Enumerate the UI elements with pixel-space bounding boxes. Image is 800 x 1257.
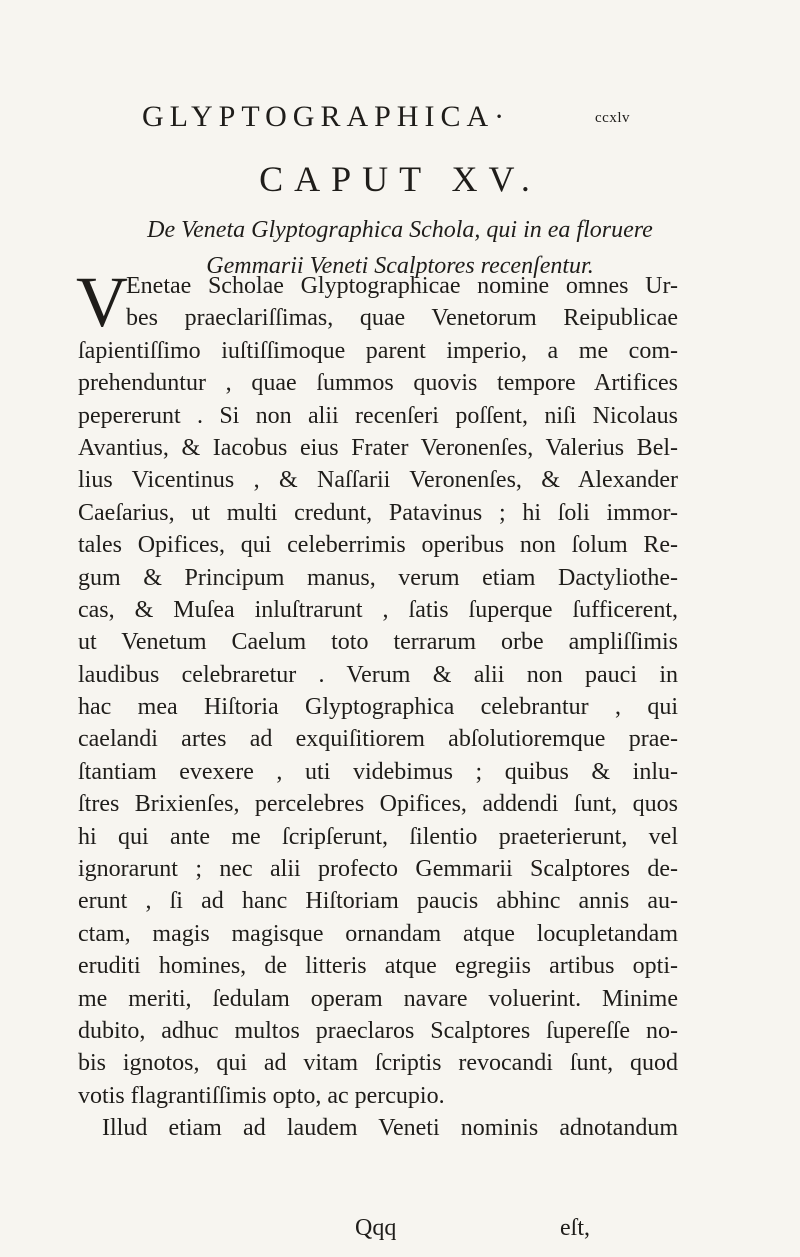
subtitle-line-1: De Veneta Glyptographica Schola, qui in ea floruere (147, 217, 653, 243)
text-line: bis ignotos, qui ad vitam ſcriptis revocandi ſunt, quod (78, 1050, 678, 1077)
catchword: eſt, (560, 1215, 590, 1241)
text-line: lius Vicentinus , & Naſſarii Veronenſes, & Alexander (78, 467, 678, 494)
text-line: ſapientiſſimo iuſtiſſimoque parent imperio, a me com- (78, 337, 678, 364)
text-line: laudibus celebraretur . Verum & alii non pauci in (78, 661, 678, 688)
text-line: ſtres Brixienſes, percelebres Opifices, addendi ſunt, quos (78, 791, 678, 818)
text-line: votis flagrantiſſimis opto, ac percupio. (78, 1082, 445, 1109)
text-line: bes praeclariſſimas, quae Venetorum Reipublicae (126, 305, 678, 332)
running-title: GLYPTOGRAPHICA· (142, 100, 511, 133)
text-line: tales Opifices, qui celeberrimis operibus non ſolum Re- (78, 532, 678, 559)
text-line: Enetae Scholae Glyptographicae nomine omnes Ur- (126, 273, 678, 299)
text-line: me meriti, ſedulam operam navare voluerint. Minime (78, 985, 678, 1012)
text-line: caelandi artes ad exquiſitiorem abſolutioremque prae- (78, 726, 678, 753)
text-line: hi qui ante me ſcripſerunt, ſilentio praeterierunt, vel (78, 823, 678, 850)
text-line: dubito, adhuc multos praeclaros Scalptores ſupereſſe no- (78, 1017, 678, 1044)
text-line: erunt , ſi ad hanc Hiſtoriam paucis abhinc annis au- (78, 888, 678, 915)
text-line: pepererunt . Si non alii recenſeri poſſent, niſi Nicolaus (78, 402, 678, 429)
text-line: ut Venetum Caelum toto terrarum orbe ampliſſimis (78, 629, 678, 656)
page-footer (0, 1215, 800, 1249)
text-line: ſtantiam evexere , uti videbimus ; quibus & inlu- (78, 758, 678, 785)
text-line: gum & Principum manus, verum etiam Dactyliothe- (78, 564, 678, 591)
signature-mark: Qqq (355, 1215, 397, 1241)
drop-cap: V (76, 262, 128, 342)
text-line: cas, & Muſea inluſtrarunt , ſatis ſuperque ſufficerent, (78, 596, 678, 623)
text-line: eruditi homines, de litteris atque egregiis artibus opti- (78, 953, 678, 980)
text-line: ignorarunt ; nec alii profecto Gemmarii Scalptores de- (78, 856, 678, 883)
text-line: Avantius, & Iacobus eius Frater Veronenſes, Valerius Bel- (78, 434, 678, 461)
page-number: ccxlv (595, 110, 630, 126)
chapter-title: CAPUT XV. (259, 159, 541, 199)
text-line: ctam, magis magisque ornandam atque locupletandam (78, 920, 678, 947)
text-line: hac mea Hiſtoria Glyptographica celebrantur , qui (78, 694, 678, 721)
subtitle-line-2: Gemmarii Veneti Scalptores recenſentur. (206, 253, 594, 279)
text-line: Illud etiam ad laudem Veneti nominis adnotandum (102, 1115, 678, 1142)
running-head (0, 100, 800, 140)
text-line: prehenduntur , quae ſummos quovis tempore Artifices (78, 370, 678, 397)
text-line: Caeſarius, ut multi credunt, Patavinus ; hi ſoli immor- (78, 499, 678, 526)
